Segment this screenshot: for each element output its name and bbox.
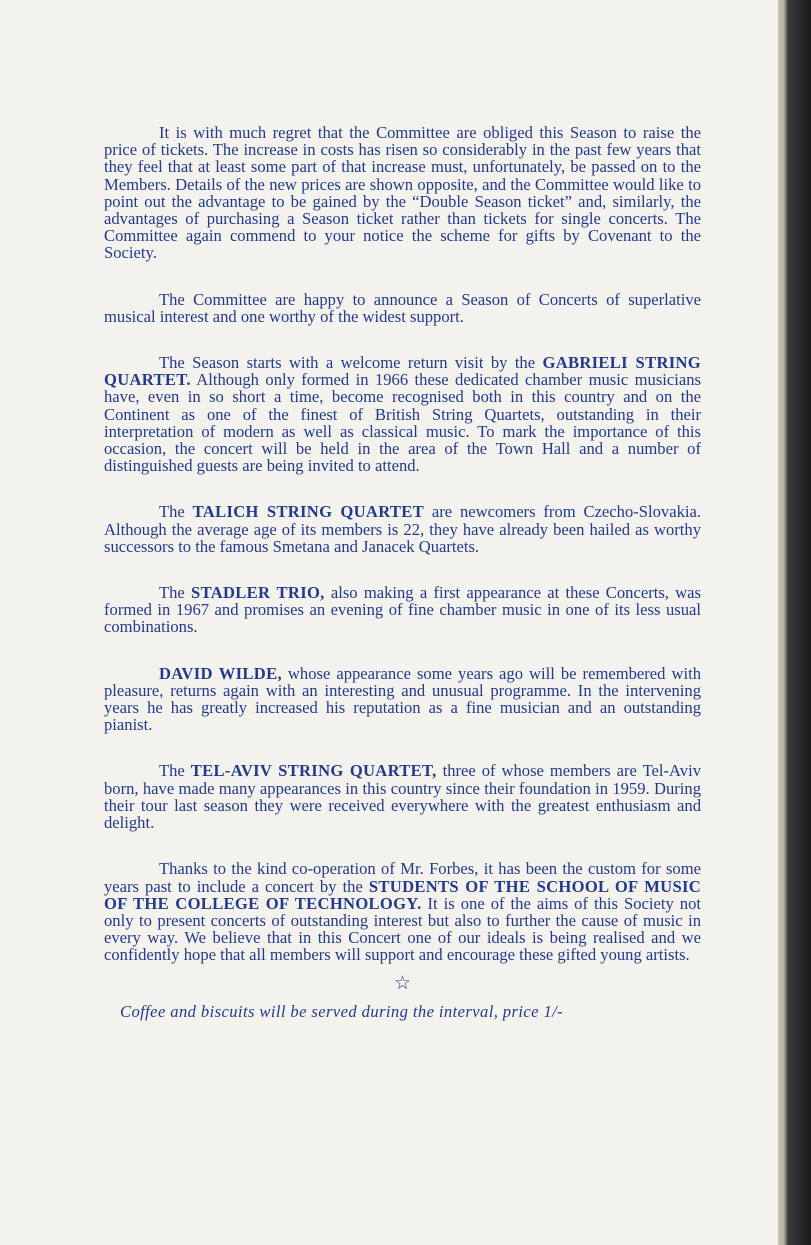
paragraph-text: It is one of the aims of this Society not only to present concerts of outstanding interest but also to further the cause of music in every way. We believe that in this Concert one of our ideals is being realised and we confidently hope that all members will support and encourage these gifted young artists. bbox=[104, 893, 701, 965]
paragraph-gabrieli bbox=[104, 354, 701, 474]
paragraph-stadler bbox=[104, 584, 701, 636]
paragraph-students bbox=[104, 860, 701, 963]
paragraph-text: The bbox=[159, 761, 191, 781]
paragraph-text: Although only formed in 1966 these dedicated chamber music musicians have, even in so short a time, become recognised both in this country and on the Continent as one of the finest of British String Quartets, outstanding in their interpretation of modern as well as classical music. To mark the importance of this occasion, the concert will be held in the area of the Town Hall and a number of distinguished guests are being invited to attend. bbox=[104, 370, 701, 476]
ensemble-name-talich: TALICH STRING QUARTET bbox=[192, 502, 425, 522]
ensemble-name-stadler: STADLER TRIO, bbox=[191, 583, 325, 603]
body-text bbox=[104, 124, 701, 1020]
paragraph-text: are newcomers from Czecho-Slovakia. Although the average age of its members is 22, they have already been hailed as worthy successors to the famous Smetana and Janacek Quartets. bbox=[104, 502, 701, 556]
paragraph-text: whose appearance some years ago will be remembered with pleasure, returns again with an interesting and unusual programme. In the intervening years he has greatly increased his reputation as a fine musician and an outstanding pianist. bbox=[104, 663, 701, 735]
ensemble-name-gabrieli: GABRIELI STRING QUARTET. bbox=[104, 353, 701, 390]
paragraph-tel-aviv bbox=[104, 762, 701, 831]
paragraph-text: The bbox=[159, 583, 192, 603]
paragraph-text: The Season starts with a welcome return visit by the bbox=[159, 353, 543, 373]
paragraph-season-announcement: The Committee are happy to announce a Season of Concerts of superlative musical interest and one worthy of the widest support. bbox=[104, 289, 701, 326]
artist-name-david-wilde: DAVID WILDE, bbox=[159, 663, 282, 683]
refreshments-note: Coffee and biscuits will be served during the interval, price 1/- bbox=[120, 1001, 564, 1021]
paragraph-david-wilde bbox=[104, 665, 701, 734]
star-icon: ☆ bbox=[393, 972, 412, 994]
paragraph-talich bbox=[104, 503, 701, 555]
paragraph-text: three of whose members are Tel-Aviv born, have made many appearances in this country since their foundation in 1959. During their tour last season they were received everywhere with the greatest enthusiasm and delight. bbox=[104, 761, 702, 833]
paragraph-price-increase: It is with much regret that the Committee are obliged this Season to raise the price of tickets. The increase in costs has risen so considerably in the past few years that they feel that at least some part of that increase must, unfortunately, be passed on to the Members. Details of the new prices are shown opposite, and the Committee would like to point out the advantage to be gained by the “Double Season ticket” and, similarly, the advantages of purchasing a Season ticket rather than tickets for single concerts. The Committee again commend to your notice the scheme for gifts by Covenant to the Society. bbox=[104, 123, 701, 263]
paragraph-text: Thanks to the kind co-operation of Mr. Forbes, it has been the custom for some years past to include a concert by the bbox=[104, 859, 701, 896]
ensemble-name-tel-aviv: TEL-AVIV STRING QUARTET, bbox=[190, 761, 437, 781]
paragraph-text: also making a first appearance at these Concerts, was formed in 1967 and promises an evening of fine chamber music in one of its less usual combinations. bbox=[104, 583, 701, 637]
paragraph-text: The bbox=[159, 502, 193, 522]
page-edge bbox=[778, 0, 811, 1245]
ensemble-name-students: STUDENTS OF THE SCHOOL OF MUSIC OF THE COLLEGE OF TECHNOLOGY. bbox=[104, 876, 702, 913]
